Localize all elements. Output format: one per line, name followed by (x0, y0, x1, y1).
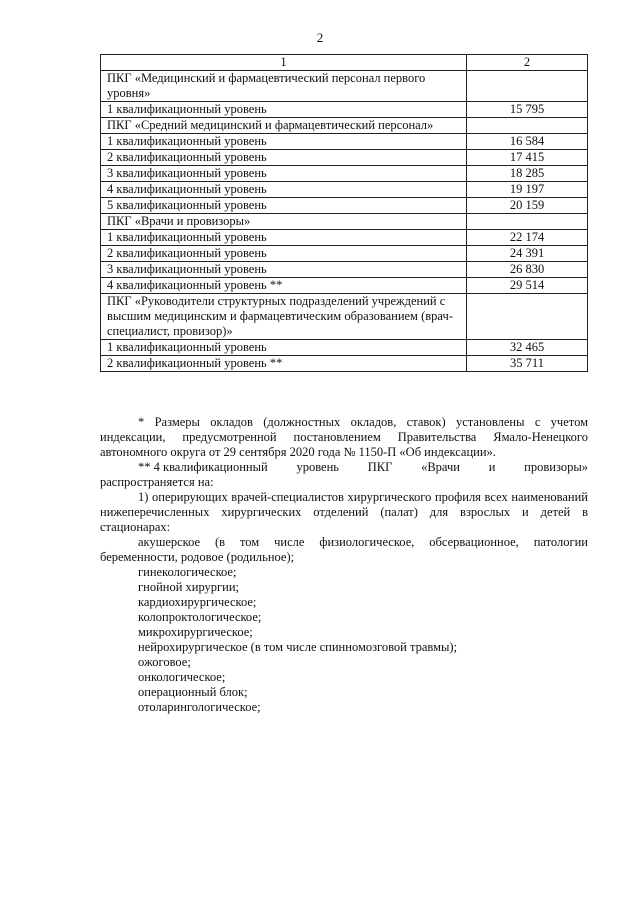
salary-value-cell: 22 174 (467, 230, 588, 246)
salary-table-body (101, 55, 588, 372)
table-header-col2: 2 (467, 55, 588, 71)
level-label-cell: 1 квалификационный уровень (101, 230, 467, 246)
footnote-level4-line (100, 460, 588, 475)
level-label-cell: 3 квалификационный уровень (101, 262, 467, 278)
table-level-row (101, 262, 588, 278)
group-label-cell: ПКГ «Руководители структурных подразделений учреждений с высшим медицинским и фармацевтическим образованием (врач-специалист, провизор)» (101, 294, 467, 340)
table-level-row (101, 150, 588, 166)
table-header-col1: 1 (101, 55, 467, 71)
salary-value-cell: 35 711 (467, 356, 588, 372)
group-label-cell: ПКГ «Средний медицинский и фармацевтический персонал» (101, 118, 467, 134)
level-label-cell: 2 квалификационный уровень (101, 246, 467, 262)
footnote-level4-word: ** 4 квалификационный (138, 460, 268, 474)
table-level-row (101, 278, 588, 294)
notes-section (100, 415, 588, 715)
salary-value-cell: 26 830 (467, 262, 588, 278)
group-label-cell: ПКГ «Медицинский и фармацевтический персонал первого уровня» (101, 71, 467, 102)
salary-value-cell (467, 294, 588, 340)
department-item: нейрохирургическое (в том числе спинномозговой травмы); (138, 640, 458, 654)
level-label-cell: 2 квалификационный уровень ** (101, 356, 467, 372)
level-label-cell: 1 квалификационный уровень (101, 340, 467, 356)
department-item: онкологическое; (138, 670, 226, 684)
table-level-row (101, 198, 588, 214)
footnote-level4-word: «Врачи (421, 460, 460, 474)
salary-value-cell: 24 391 (467, 246, 588, 262)
department-item: операционный блок; (138, 685, 248, 699)
table-header-row (101, 55, 588, 71)
salary-value-cell: 15 795 (467, 102, 588, 118)
salary-value-cell (467, 214, 588, 230)
footnote-level4-word: провизоры» (524, 460, 588, 474)
table-level-row (101, 182, 588, 198)
salary-value-cell: 29 514 (467, 278, 588, 294)
level-label-cell: 4 квалификационный уровень (101, 182, 467, 198)
level-label-cell: 3 квалификационный уровень (101, 166, 467, 182)
footnote-level4-word: уровень (296, 460, 339, 474)
table-group-row (101, 294, 588, 340)
table-group-row (101, 71, 588, 102)
level-label-cell: 1 квалификационный уровень (101, 102, 467, 118)
footnote-indexation: * Размеры окладов (должностных окладов, ставок) установлены с учетом индексации, предусмотренной постановлением Правительства Ямало-Ненецкого автономного округа от 29 сентября 2020 года № 1150-П «Об индексации». (100, 415, 588, 459)
level-label-cell: 5 квалификационный уровень (101, 198, 467, 214)
department-item: акушерское (в том числе физиологическое, обсервационное, патологии беременности, родовое (родильное); (100, 535, 588, 564)
table-level-row (101, 230, 588, 246)
table-level-row (101, 134, 588, 150)
salary-value-cell (467, 71, 588, 102)
salary-value-cell: 32 465 (467, 340, 588, 356)
footnote-level4-word: и (488, 460, 496, 474)
department-item: ожоговое; (138, 655, 191, 669)
department-item: отоларингологическое; (138, 700, 261, 714)
level-label-cell: 1 квалификационный уровень (101, 134, 467, 150)
level-label-cell: 2 квалификационный уровень (101, 150, 467, 166)
salary-value-cell: 18 285 (467, 166, 588, 182)
item-operating-surgeons: 1) оперирующих врачей-специалистов хирургического профиля всех наименований нижеперечисленных хирургических отделений (палат) для взрослых и детей в стационарах: (100, 490, 588, 534)
table-level-row (101, 356, 588, 372)
table-level-row (101, 102, 588, 118)
department-item: кардиохирургическое; (138, 595, 257, 609)
salary-table (100, 54, 588, 372)
table-group-row (101, 118, 588, 134)
level-label-cell: 4 квалификационный уровень ** (101, 278, 467, 294)
department-item: колопроктологическое; (138, 610, 262, 624)
department-item: микрохирургическое; (138, 625, 253, 639)
department-item: гинекологическое; (138, 565, 237, 579)
table-level-row (101, 166, 588, 182)
table-level-row (101, 246, 588, 262)
salary-value-cell: 20 159 (467, 198, 588, 214)
table-level-row (101, 340, 588, 356)
page-number: 2 (316, 30, 324, 45)
salary-value-cell (467, 118, 588, 134)
salary-value-cell: 19 197 (467, 182, 588, 198)
salary-value-cell: 17 415 (467, 150, 588, 166)
footnote-level4-word: ПКГ (367, 460, 393, 474)
table-group-row (101, 214, 588, 230)
department-item: гнойной хирургии; (138, 580, 240, 594)
department-list (100, 535, 588, 715)
footnote-level4-continuation: распространяется на: (100, 475, 214, 489)
salary-value-cell: 16 584 (467, 134, 588, 150)
group-label-cell: ПКГ «Врачи и провизоры» (101, 214, 467, 230)
